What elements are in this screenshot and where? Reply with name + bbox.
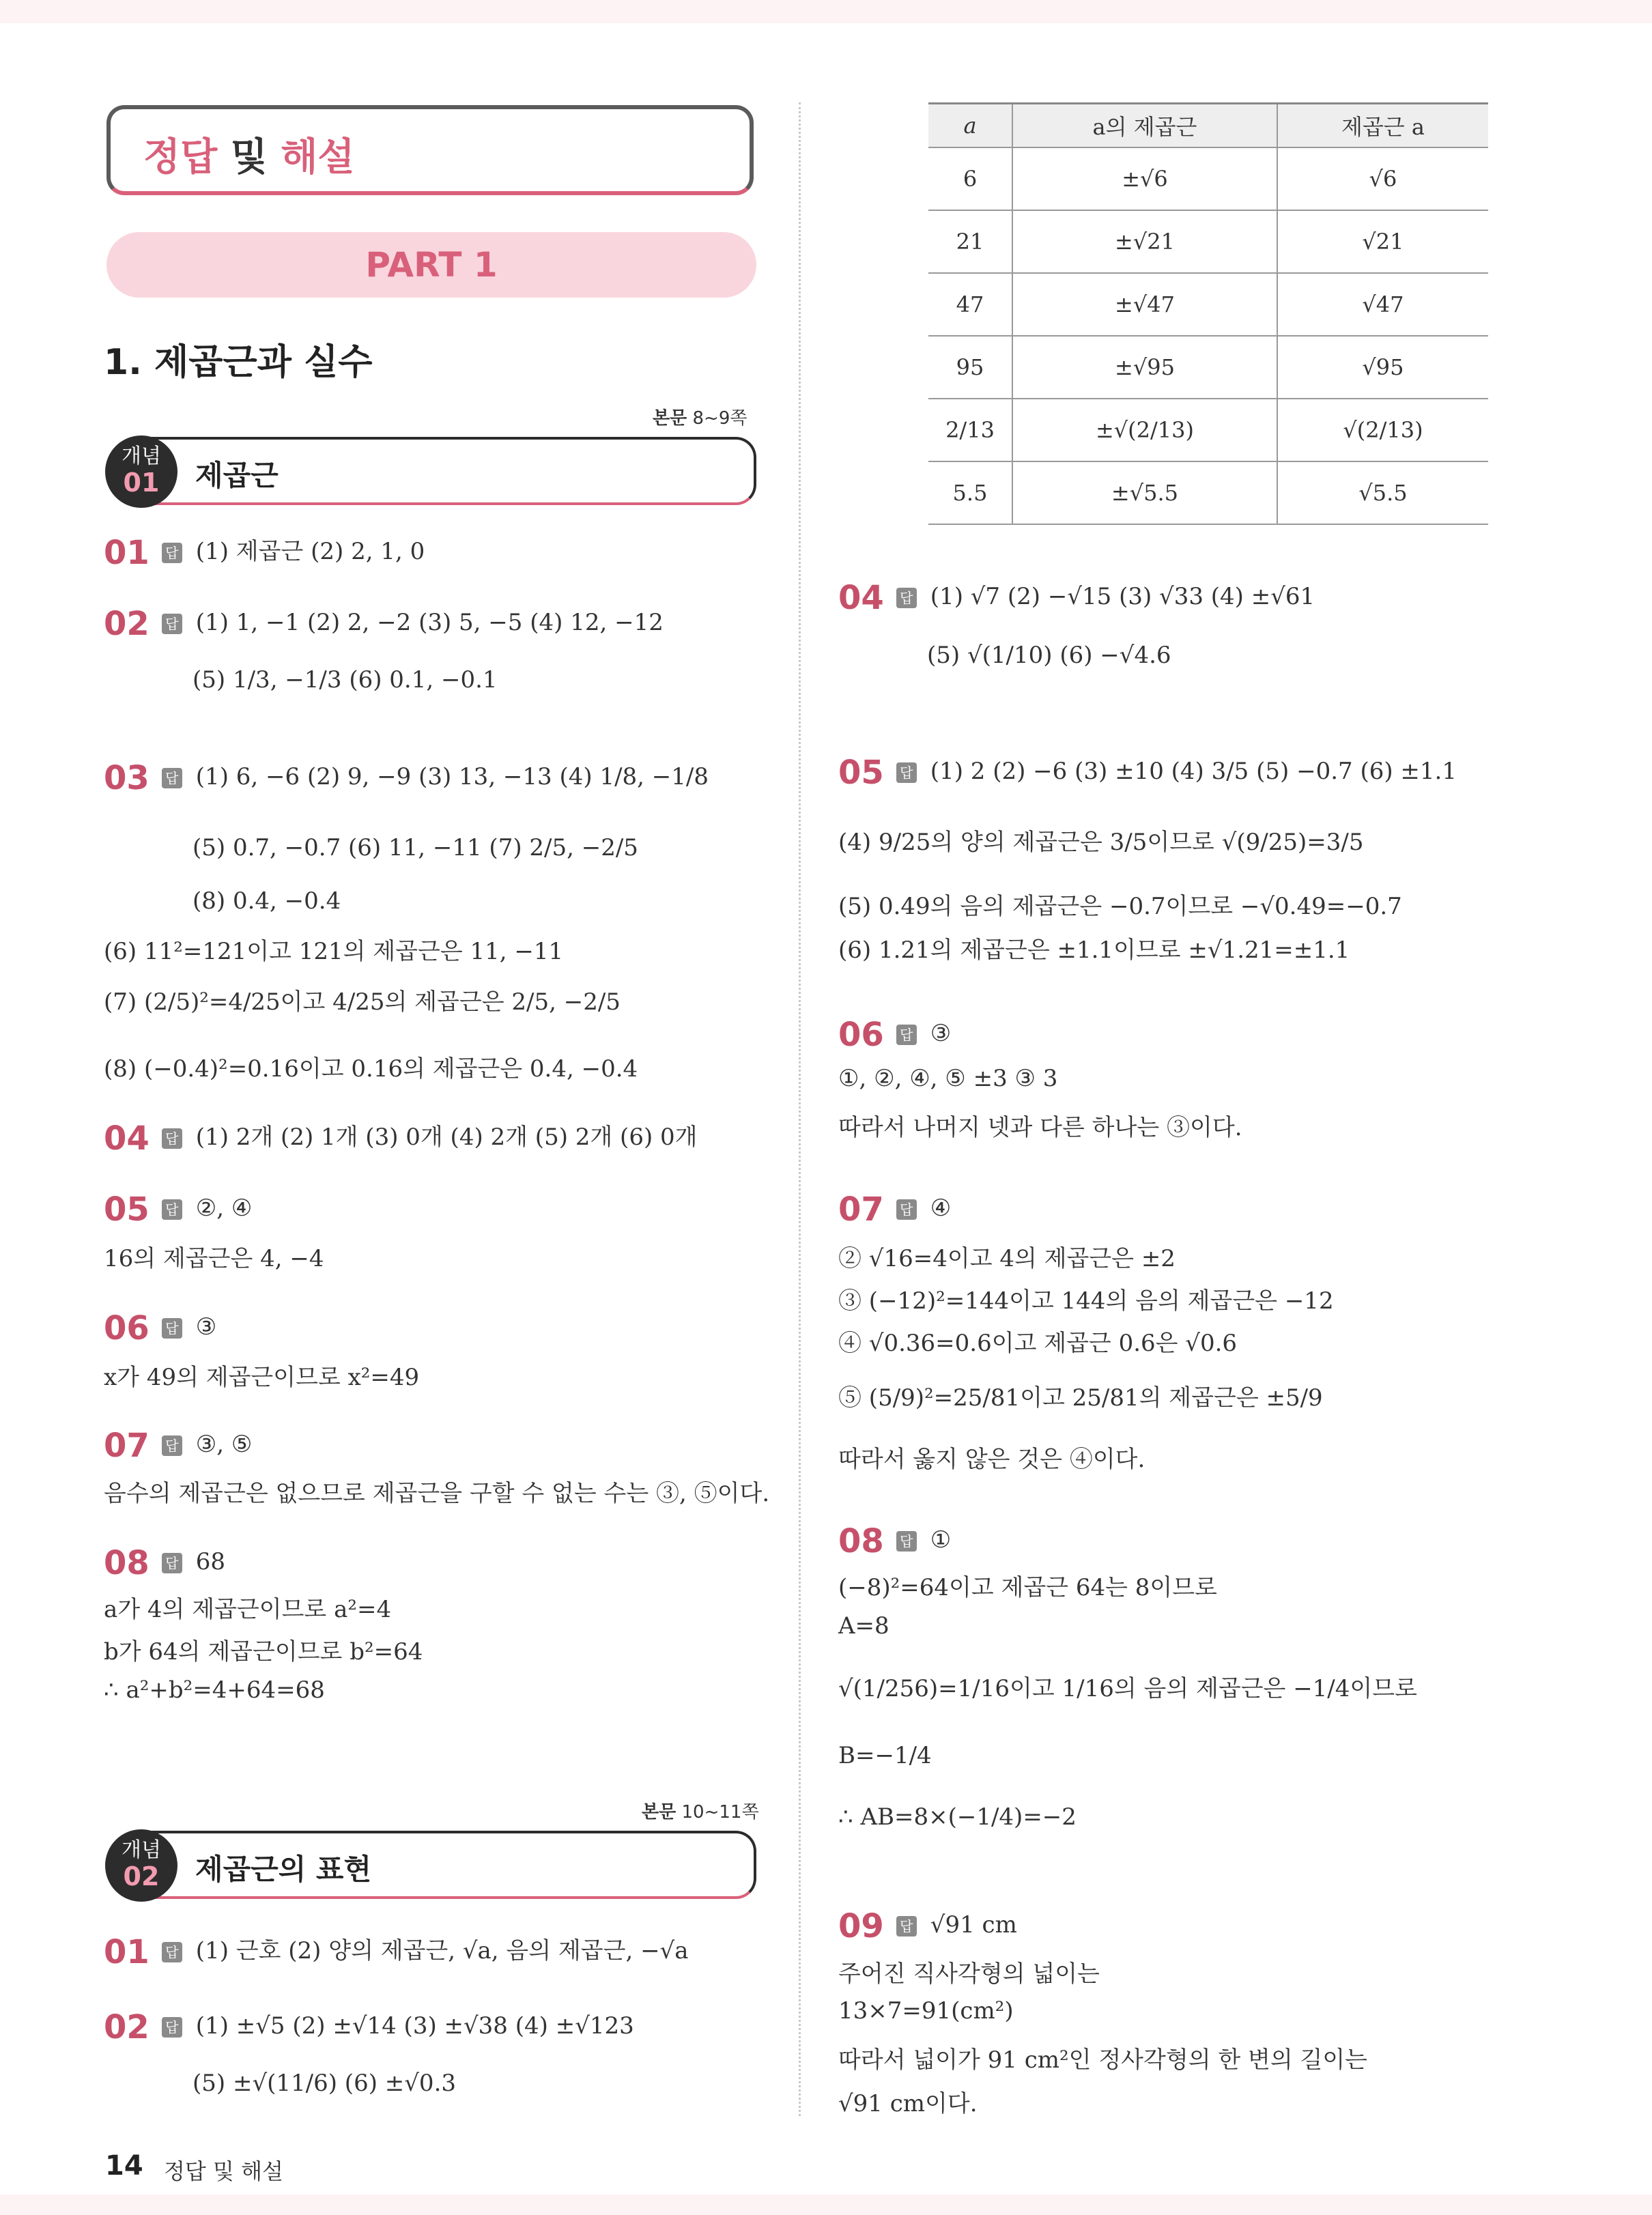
question-number: 06 [104, 1309, 149, 1347]
explanation-line [838, 1065, 1057, 1092]
line-text: 13×7=91(cm²) [838, 1997, 1014, 2025]
line-text: (1) 1, −1 (2) 2, −2 (3) 5, −5 (4) 12, −12 [195, 609, 664, 636]
explanation-line [104, 983, 621, 1016]
section-title [143, 127, 355, 182]
explanation-line [838, 887, 1402, 921]
line-text: (1) ±√5 (2) ±√14 (3) ±√38 (4) ±√123 [195, 2012, 634, 2040]
line-text: (6) 1.21의 제곱근은 ±1.1이므로 ±√1.21=±1.1 [838, 937, 1350, 964]
answer-line [104, 532, 425, 572]
explanation-line [838, 1803, 1077, 1831]
answer-line [104, 1427, 252, 1465]
table-header-row [928, 104, 1488, 148]
table-cell: ±√95 [1012, 336, 1277, 399]
line-text: 음수의 제곱근은 없으므로 제곱근을 구할 수 없는 수는 ③, ⑤이다. [104, 1480, 770, 1507]
answer-mark-icon: 답 [162, 1435, 182, 1456]
explanation-line [193, 2070, 456, 2097]
concept-title: 제곱근의 표현 [195, 1853, 372, 1886]
answer-mark-icon: 답 [896, 1916, 917, 1937]
answer-line [104, 1544, 225, 1582]
line-text: (−8)²=64이고 제곱근 64는 8이므로 [838, 1574, 1217, 1601]
line-text: (1) √7 (2) −√15 (3) √33 (4) ±√61 [930, 583, 1315, 610]
explanation-line [838, 1240, 1176, 1273]
table-header: a [928, 104, 1012, 148]
footer-label: 정답 및 해설 [164, 2158, 283, 2184]
line-text: (5) 1/3, −1/3 (6) 0.1, −0.1 [193, 666, 498, 694]
line-text: (5) 0.49의 음의 제곱근은 −0.7이므로 −√0.49=−0.7 [838, 893, 1402, 920]
concept-badge: 개념 01 [105, 435, 177, 508]
table-cell: √95 [1277, 336, 1488, 399]
concept-header [105, 435, 756, 508]
explanation-line [927, 642, 1171, 669]
explanation-line [104, 932, 563, 966]
line-text: B=−1/4 [838, 1742, 932, 1769]
line-text: (1) 2개 (2) 1개 (3) 0개 (4) 2개 (5) 2개 (6) 0개 [195, 1124, 698, 1151]
line-text: (4) 9/25의 양의 제곱근은 3/5이므로 √(9/25)=3/5 [838, 829, 1364, 856]
answer-mark-icon: 답 [162, 1318, 182, 1339]
answer-mark-icon: 답 [896, 1531, 917, 1552]
bottom-band [0, 2195, 1652, 2215]
table-row [928, 399, 1488, 461]
line-text: ③ (−12)²=144이고 144의 음의 제곱근은 −12 [838, 1287, 1334, 1315]
table-cell: ±√6 [1012, 147, 1277, 210]
concept-header [105, 1829, 756, 1902]
line-text: ④ √0.36=0.6이고 제곱근 0.6은 √0.6 [838, 1330, 1238, 1357]
line-text: ④ [930, 1195, 952, 1222]
explanation-line [104, 1676, 325, 1704]
line-text: x가 49의 제곱근이므로 x²=49 [104, 1364, 420, 1391]
page-reference: 본문 10~11쪽 [642, 1802, 759, 1823]
line-text: 따라서 옳지 않은 것은 ④이다. [838, 1446, 1145, 1473]
line-text: (6) 11²=121이고 121의 제곱근은 11, −11 [104, 938, 564, 965]
line-text: ③ [195, 1313, 217, 1341]
table-cell: ±√5.5 [1012, 461, 1277, 524]
line-text: ③, ⑤ [195, 1431, 253, 1458]
part-label: PART 1 [106, 232, 756, 298]
explanation-line [104, 1050, 638, 1083]
answer-line [104, 1309, 216, 1347]
square-root-table [928, 102, 1488, 525]
line-text: (8) 0.4, −0.4 [193, 887, 341, 915]
line-text: b가 64의 제곱근이므로 b²=64 [104, 1638, 423, 1666]
answer-line [838, 1522, 951, 1560]
explanation-line [104, 1358, 419, 1392]
line-text: ③ [930, 1020, 952, 1047]
question-number: 01 [104, 1933, 149, 1971]
table-cell: 5.5 [928, 461, 1012, 524]
answer-mark-icon: 답 [162, 1942, 182, 1962]
answer-line [104, 2008, 634, 2046]
line-text: √91 cm이다. [838, 2090, 978, 2117]
line-text: (1) 근호 (2) 양의 제곱근, √a, 음의 제곱근, −√a [195, 1937, 689, 1964]
title-answer: 정답 [143, 135, 218, 180]
explanation-line [104, 1590, 391, 1624]
table-cell: √5.5 [1277, 461, 1488, 524]
line-text: 16의 제곱근은 4, −4 [104, 1245, 324, 1272]
question-number: 01 [104, 534, 149, 572]
table-row [928, 273, 1488, 336]
explanation-line [193, 666, 498, 694]
answer-line [104, 1190, 252, 1229]
line-text: a가 4의 제곱근이므로 a²=4 [104, 1596, 392, 1623]
table-cell: 21 [928, 210, 1012, 273]
answer-mark-icon: 답 [162, 768, 182, 788]
line-text: ∴ a²+b²=4+64=68 [104, 1676, 325, 1704]
line-text: ∴ AB=8×(−1/4)=−2 [838, 1803, 1077, 1831]
table-cell: √(2/13) [1277, 399, 1488, 461]
answer-line [838, 1190, 951, 1229]
column-divider [799, 102, 801, 2116]
line-text: 따라서 나머지 넷과 다른 하나는 ③이다. [838, 1114, 1242, 1141]
line-text: √91 cm [930, 1911, 1017, 1939]
question-number: 04 [104, 1119, 149, 1158]
question-number: 07 [838, 1190, 884, 1229]
answer-line [838, 1016, 951, 1054]
section-title-box [106, 105, 754, 195]
answer-mark-icon: 답 [162, 1199, 182, 1220]
answer-line [104, 759, 709, 797]
explanation-line [838, 1379, 1323, 1412]
answer-mark-icon: 답 [162, 543, 182, 563]
line-text: ①, ②, ④, ⑤ ±3 ③ 3 [838, 1065, 1058, 1092]
explanation-line [838, 1440, 1145, 1474]
table-cell: 47 [928, 273, 1012, 336]
line-text: 68 [195, 1548, 226, 1575]
explanation-line [838, 823, 1363, 857]
question-number: 02 [104, 2008, 149, 2046]
answer-mark-icon: 답 [162, 2017, 182, 2038]
question-number: 02 [104, 605, 149, 643]
explanation-line [838, 1997, 1014, 2025]
question-number: 03 [104, 759, 149, 797]
table-header: a의 제곱근 [1012, 104, 1277, 148]
question-number: 05 [838, 754, 884, 792]
question-number: 06 [838, 1016, 884, 1054]
question-number: 07 [104, 1427, 149, 1465]
explanation-line [838, 1282, 1334, 1315]
answer-line [104, 1118, 698, 1158]
explanation-line [104, 1474, 769, 1508]
table-row [928, 210, 1488, 273]
table-cell: 6 [928, 147, 1012, 210]
explanation-line [838, 931, 1350, 964]
line-text: (1) 6, −6 (2) 9, −9 (3) 13, −13 (4) 1/8, −1/8 [195, 763, 709, 790]
explanation-line [104, 1240, 324, 1273]
table-cell: 2/13 [928, 399, 1012, 461]
line-text: ②, ④ [195, 1195, 253, 1222]
title-explanation: 해설 [281, 135, 355, 180]
line-text: 따라서 넓이가 91 cm²인 정사각형의 한 변의 길이는 [838, 2046, 1368, 2074]
line-text: ⑤ (5/9)²=25/81이고 25/81의 제곱근은 ±5/9 [838, 1384, 1323, 1412]
line-text: A=8 [838, 1612, 889, 1640]
question-number: 08 [838, 1522, 884, 1560]
concept-title: 제곱근 [195, 459, 279, 492]
line-text: √(1/256)=1/16이고 1/16의 음의 제곱근은 −1/4이므로 [838, 1675, 1417, 1702]
line-text: (5) √(1/10) (6) −√4.6 [927, 642, 1171, 669]
answer-mark-icon: 답 [896, 588, 917, 608]
table-cell: √6 [1277, 147, 1488, 210]
explanation-line [838, 2041, 1367, 2074]
answer-mark-icon: 답 [896, 762, 917, 783]
explanation-line [838, 1955, 1100, 1988]
table-row [928, 336, 1488, 399]
table-cell: √47 [1277, 273, 1488, 336]
table-cell: √21 [1277, 210, 1488, 273]
explanation-line [838, 1324, 1237, 1358]
table-row [928, 461, 1488, 524]
concept-badge: 개념 02 [105, 1829, 177, 1902]
line-text: (5) 0.7, −0.7 (6) 11, −11 (7) 2/5, −2/5 [193, 834, 638, 861]
explanation-line [838, 2085, 978, 2118]
answer-mark-icon: 답 [162, 614, 182, 634]
table-cell: ±√47 [1012, 273, 1277, 336]
explanation-line [838, 1670, 1417, 1703]
answer-line [838, 754, 1457, 792]
line-text: (5) ±√(11/6) (6) ±√0.3 [193, 2070, 457, 2097]
table-cell: 95 [928, 336, 1012, 399]
answer-line [104, 1932, 689, 1971]
answer-mark-icon: 답 [896, 1025, 917, 1045]
explanation-line [838, 1569, 1217, 1602]
title-and: 및 [217, 135, 281, 180]
explanation-line [104, 1633, 423, 1666]
chapter-title: 1. 제곱근과 실수 [104, 342, 373, 383]
question-number: 09 [838, 1907, 884, 1945]
explanation-line [838, 1612, 889, 1640]
page-number: 14 [105, 2150, 143, 2182]
answer-line [838, 579, 1315, 617]
line-text: (1) 2 (2) −6 (3) ±10 (4) 3/5 (5) −0.7 (6) ±1.1 [930, 758, 1457, 785]
table-cell: ±√21 [1012, 210, 1277, 273]
table-row [928, 147, 1488, 210]
explanation-line [193, 834, 638, 861]
explanation-line [193, 887, 341, 915]
line-text: (1) 제곱근 (2) 2, 1, 0 [195, 538, 425, 565]
question-number: 05 [104, 1190, 149, 1229]
answer-line [104, 605, 664, 643]
explanation-line [838, 1109, 1242, 1142]
explanation-line [838, 1742, 932, 1769]
top-band [0, 0, 1652, 23]
line-text: 주어진 직사각형의 넓이는 [838, 1960, 1100, 1988]
table-cell: ±√(2/13) [1012, 399, 1277, 461]
line-text: (8) (−0.4)²=0.16이고 0.16의 제곱근은 0.4, −0.4 [104, 1055, 638, 1083]
question-number: 04 [838, 579, 884, 617]
line-text: ① [930, 1526, 952, 1554]
table-header: 제곱근 a [1277, 104, 1488, 148]
question-number: 08 [104, 1544, 149, 1582]
line-text: (7) (2/5)²=4/25이고 4/25의 제곱근은 2/5, −2/5 [104, 988, 621, 1016]
answer-mark-icon: 답 [896, 1199, 917, 1220]
line-text: ② √16=4이고 4의 제곱근은 ±2 [838, 1245, 1176, 1272]
answer-mark-icon: 답 [162, 1553, 182, 1573]
page-reference: 본문 8~9쪽 [653, 408, 747, 429]
answer-line [838, 1907, 1017, 1945]
answer-mark-icon: 답 [162, 1128, 182, 1149]
